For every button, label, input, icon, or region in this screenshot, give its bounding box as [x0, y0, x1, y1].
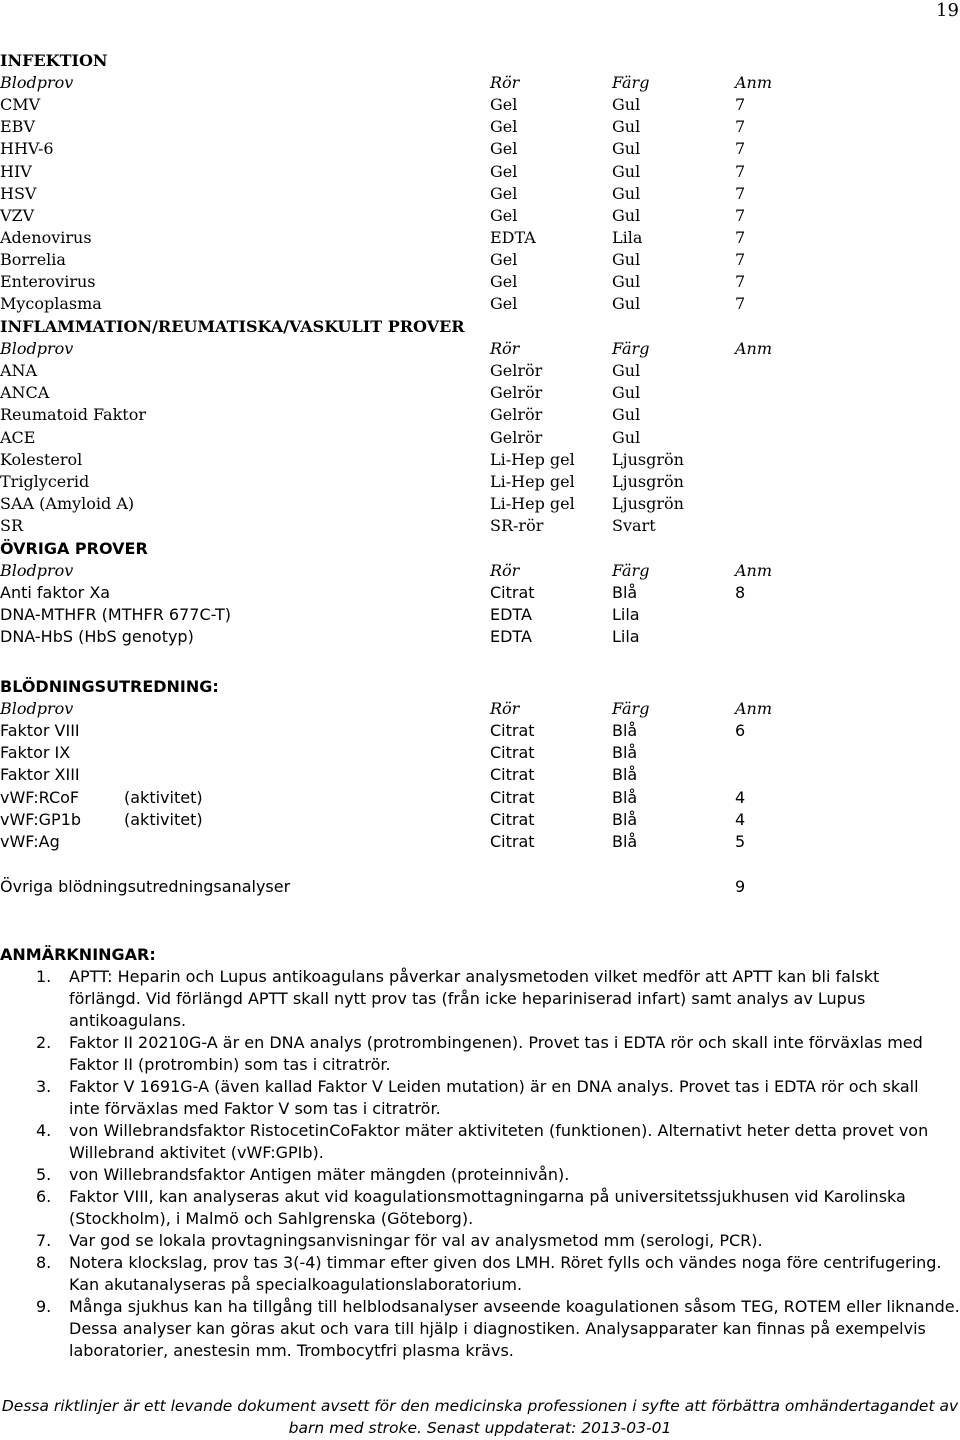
- table-row: [0, 582, 960, 604]
- cell-test: EBV: [0, 117, 35, 137]
- cell-note: 7: [735, 205, 746, 225]
- cell-note: 7: [735, 227, 746, 247]
- cell-tube: Citrat: [490, 721, 535, 741]
- cell-color: Lila: [612, 227, 643, 247]
- cell-tube: Li-Hep gel: [490, 471, 575, 491]
- section-title: INFLAMMATION/REUMATISKA/VASKULIT PROVER: [0, 317, 465, 336]
- remarks-title: ANMÄRKNINGAR:: [0, 945, 156, 964]
- cell-test: Anti faktor Xa: [0, 583, 111, 603]
- header-tube: Rör: [490, 73, 520, 93]
- cell-color: Gul: [612, 117, 641, 137]
- cell-note: 7: [735, 272, 746, 291]
- cell-tube: Gel: [490, 205, 518, 225]
- cell-tube: Citrat: [490, 787, 535, 807]
- cell-color: Gul: [612, 139, 641, 159]
- cell-note: 7: [735, 249, 746, 269]
- cell-tube: EDTA: [490, 605, 532, 625]
- table-row: [0, 493, 960, 515]
- remark-line: Willebrand aktivitet (vWF:GPIb).: [69, 1143, 324, 1162]
- table-row: [0, 116, 960, 138]
- table-row: [0, 205, 960, 227]
- cell-test: Triglycerid: [0, 471, 90, 491]
- header-tube: Rör: [490, 699, 520, 719]
- table-row: [0, 604, 960, 626]
- header-color: Färg: [612, 73, 650, 93]
- remark-line: Faktor VIII, kan analyseras akut vid koagulationsmottagningarna på universitetssjukhusen vid Karolinska: [69, 1187, 906, 1206]
- cell-test: VZV: [0, 205, 35, 225]
- table-row: [0, 183, 960, 205]
- cell-note: 4: [735, 809, 746, 829]
- cell-test: Faktor VIII: [0, 721, 80, 741]
- remark-number: 3.: [36, 1077, 52, 1096]
- cell-test: DNA-MTHFR (MTHFR 677C-T): [0, 605, 231, 625]
- cell-note: 6: [735, 721, 746, 741]
- table-row: [0, 449, 960, 471]
- cell-color: Gul: [612, 405, 641, 425]
- cell-tube: Gelrör: [490, 383, 543, 403]
- table-row: [0, 742, 960, 764]
- cell-note: 7: [735, 139, 746, 159]
- footer-line: barn med stroke. Senast uppdaterat: 2013-03-01: [288, 1419, 672, 1437]
- remark-line: von Willebrandsfaktor Antigen mäter mängden (proteinnivån).: [69, 1165, 570, 1184]
- header-tube: Rör: [490, 339, 520, 359]
- cell-note: 5: [735, 831, 746, 851]
- page-number: 19: [936, 0, 959, 21]
- table-header: [0, 338, 960, 360]
- cell-tube: Citrat: [490, 583, 535, 603]
- cell-tube: Gel: [490, 161, 518, 181]
- cell-tube: Gelrör: [490, 405, 543, 425]
- cell-color: Blå: [612, 831, 638, 851]
- cell-note: 7: [735, 95, 746, 115]
- cell-test: SR: [0, 515, 24, 535]
- table-header: [0, 560, 960, 582]
- cell-tube: EDTA: [490, 627, 532, 647]
- cell-tube: Gel: [490, 95, 518, 115]
- header-test: Blodprov: [0, 699, 74, 719]
- header-color: Färg: [612, 699, 650, 719]
- header-color: Färg: [612, 339, 650, 359]
- cell-note: 4: [735, 787, 746, 807]
- cell-color: Blå: [612, 765, 638, 785]
- cell-color: Ljusgrön: [612, 493, 684, 513]
- cell-test: HSV: [0, 183, 37, 203]
- remark-number: 7.: [36, 1231, 52, 1250]
- cell-color: Gul: [612, 183, 641, 203]
- footer-line: Dessa riktlinjer är ett levande dokument avsett för den medicinska professionen i syfte att förbättra omhändertagandet av: [1, 1397, 959, 1415]
- cell-test: HHV-6: [0, 139, 54, 159]
- remark-item: [0, 1032, 960, 1076]
- table-row: [0, 138, 960, 160]
- remark-line: (Stockholm), i Malmö och Sahlgrenska (Göteborg).: [69, 1209, 474, 1228]
- header-note: Anm: [735, 73, 773, 93]
- cell-test: vWF:RCoF: [0, 787, 80, 807]
- cell-note: 7: [735, 294, 746, 314]
- remark-line: von Willebrandsfaktor RistocetinCoFaktor mäter aktiviteten (funktionen). Alternativt heter detta provet von: [69, 1121, 929, 1140]
- cell-test-type: (aktivitet): [124, 787, 203, 807]
- cell-tube: Gel: [490, 139, 518, 159]
- cell-color: Gul: [612, 249, 641, 269]
- remark-item: [0, 1076, 960, 1120]
- cell-color: Blå: [612, 583, 638, 603]
- cell-test: Borrelia: [0, 249, 66, 269]
- cell-test: DNA-HbS (HbS genotyp): [0, 627, 194, 647]
- cell-color: Lila: [612, 627, 640, 647]
- cell-tube: Citrat: [490, 809, 535, 829]
- cell-test: vWF:GP1b: [0, 809, 82, 829]
- cell-color: Lila: [612, 605, 640, 625]
- remark-line: Faktor V 1691G-A (även kallad Faktor V Leiden mutation) är en DNA analys. Provet tas i EDTA rör och skall: [69, 1077, 919, 1096]
- table-row: [0, 271, 960, 293]
- table-row: [0, 94, 960, 116]
- header-note: Anm: [735, 561, 773, 581]
- table-row: [0, 471, 960, 493]
- cell-color: Gul: [612, 205, 641, 225]
- table-row: [0, 515, 960, 537]
- cell-color: Gul: [612, 272, 641, 291]
- table-header: [0, 72, 960, 94]
- cell-test: Enterovirus: [0, 272, 96, 291]
- remark-item: [0, 1186, 960, 1230]
- table-row: [0, 764, 960, 786]
- cell-test: SAA (Amyloid A): [0, 493, 135, 513]
- remark-item: [0, 966, 960, 1032]
- remark-item: [0, 1164, 960, 1186]
- remark-line: APTT: Heparin och Lupus antikoagulans påverkar analysmetoden vilket medför att APTT kan bli falskt: [69, 967, 880, 986]
- cell-test: ANCA: [0, 383, 50, 403]
- cell-tube: Gelrör: [490, 427, 543, 447]
- cell-tube: Gelrör: [490, 361, 543, 381]
- cell-test: ANA: [0, 361, 38, 381]
- header-note: Anm: [735, 699, 773, 719]
- cell-color: Gul: [612, 161, 641, 181]
- cell-tube: Citrat: [490, 743, 535, 763]
- footer: [0, 1395, 960, 1439]
- cell-test: Kolesterol: [0, 449, 83, 469]
- cell-note: 7: [735, 161, 746, 181]
- cell-tube: Li-Hep gel: [490, 493, 575, 513]
- remark-line: Många sjukhus kan ha tillgång till helblodsanalyser avseende koagulationen såsom TEG, ROTEM eller liknande.: [69, 1297, 960, 1316]
- table-row: [0, 161, 960, 183]
- cell-color: Blå: [612, 743, 638, 763]
- cell-color: Blå: [612, 809, 638, 829]
- table-row: [0, 382, 960, 404]
- cell-test-type: (aktivitet): [124, 809, 203, 829]
- remark-number: 9.: [36, 1297, 52, 1316]
- cell-color: Svart: [612, 515, 656, 535]
- table-row: [0, 831, 960, 853]
- section-title: ÖVRIGA PROVER: [0, 539, 148, 558]
- cell-tube: EDTA: [490, 227, 536, 247]
- table-row: [0, 427, 960, 449]
- cell-note: 7: [735, 117, 746, 137]
- other-analyses-label: Övriga blödningsutredningsanalyser: [0, 877, 291, 896]
- section-title: INFEKTION: [0, 51, 108, 70]
- table-row: [0, 249, 960, 271]
- cell-test: HIV: [0, 161, 32, 181]
- other-analyses-row: [0, 876, 960, 898]
- cell-test: CMV: [0, 95, 41, 115]
- remark-line: Var god se lokala provtagningsanvisningar för val av analysmetod mm (serologi, PCR).: [69, 1231, 763, 1250]
- remark-line: Dessa analyser kan göras akut och vara till hjälp i diagnostiken. Analysapparater kan finnas på exempelvis: [69, 1319, 926, 1338]
- table-row: [0, 360, 960, 382]
- cell-tube: Gel: [490, 183, 518, 203]
- header-test: Blodprov: [0, 561, 74, 581]
- cell-note: 8: [735, 583, 746, 603]
- cell-tube: Gel: [490, 249, 518, 269]
- cell-color: Blå: [612, 721, 638, 741]
- cell-tube: SR-rör: [490, 515, 544, 535]
- remark-item: [0, 1230, 960, 1252]
- cell-test: Faktor IX: [0, 743, 71, 763]
- cell-test: Mycoplasma: [0, 294, 102, 314]
- table-row: [0, 404, 960, 426]
- cell-tube: Li-Hep gel: [490, 449, 575, 469]
- remark-line: Faktor II (protrombin) som tas i citratrör.: [69, 1055, 391, 1074]
- header-note: Anm: [735, 339, 773, 359]
- cell-color: Ljusgrön: [612, 471, 684, 491]
- cell-tube: Gel: [490, 272, 518, 291]
- remark-item: [0, 1120, 960, 1164]
- table-row: [0, 626, 960, 648]
- remark-line: Faktor II 20210G-A är en DNA analys (protrombingenen). Provet tas i EDTA rör och skall inte förväxlas med: [69, 1033, 923, 1052]
- remark-line: laboratorier, anestesin mm. Trombocytfri plasma krävs.: [69, 1341, 514, 1360]
- remark-item: [0, 1296, 960, 1362]
- remark-line: Kan akutanalyseras på specialkoagulationslaboratorium.: [69, 1275, 523, 1294]
- header-tube: Rör: [490, 561, 520, 581]
- cell-color: Gul: [612, 383, 641, 403]
- remark-line: Notera klockslag, prov tas 3(-4) timmar efter given dos LMH. Röret fylls och vändes noga före centrifugering.: [69, 1253, 942, 1272]
- header-test: Blodprov: [0, 73, 74, 93]
- remark-number: 2.: [36, 1033, 52, 1052]
- remark-item: [0, 1252, 960, 1296]
- table-header: [0, 698, 960, 720]
- cell-color: Ljusgrön: [612, 449, 684, 469]
- cell-test: vWF:Ag: [0, 831, 60, 851]
- remark-line: antikoagulans.: [69, 1011, 187, 1030]
- other-analyses-note: 9: [735, 877, 746, 896]
- cell-test: Faktor XIII: [0, 765, 80, 785]
- remark-number: 6.: [36, 1187, 52, 1206]
- table-row: [0, 720, 960, 742]
- remark-number: 1.: [36, 967, 52, 986]
- cell-color: Blå: [612, 787, 638, 807]
- table-row: [0, 787, 960, 809]
- header-test: Blodprov: [0, 339, 74, 359]
- remark-number: 4.: [36, 1121, 52, 1140]
- cell-note: 7: [735, 183, 746, 203]
- cell-test: ACE: [0, 427, 36, 447]
- header-color: Färg: [612, 561, 650, 581]
- cell-color: Gul: [612, 294, 641, 314]
- table-row: [0, 809, 960, 831]
- table-row: [0, 227, 960, 249]
- cell-test: Reumatoid Faktor: [0, 405, 146, 425]
- cell-tube: Gel: [490, 294, 518, 314]
- table-row: [0, 293, 960, 315]
- remark-number: 5.: [36, 1165, 52, 1184]
- remark-number: 8.: [36, 1253, 52, 1272]
- cell-color: Gul: [612, 361, 641, 381]
- cell-tube: Citrat: [490, 831, 535, 851]
- cell-tube: Citrat: [490, 765, 535, 785]
- remarks-list: [0, 966, 960, 1362]
- cell-color: Gul: [612, 427, 641, 447]
- remark-line: förlängd. Vid förlängd APTT skall nytt prov tas (från icke hepariniserad infart) samt analys av Lupus: [69, 989, 866, 1008]
- remarks-section: [0, 944, 960, 1362]
- cell-tube: Gel: [490, 117, 518, 137]
- cell-color: Gul: [612, 95, 641, 115]
- section-title: BLÖDNINGSUTREDNING:: [0, 677, 219, 696]
- cell-test: Adenovirus: [0, 227, 92, 247]
- remark-line: inte förväxlas med Faktor V som tas i citratrör.: [69, 1099, 441, 1118]
